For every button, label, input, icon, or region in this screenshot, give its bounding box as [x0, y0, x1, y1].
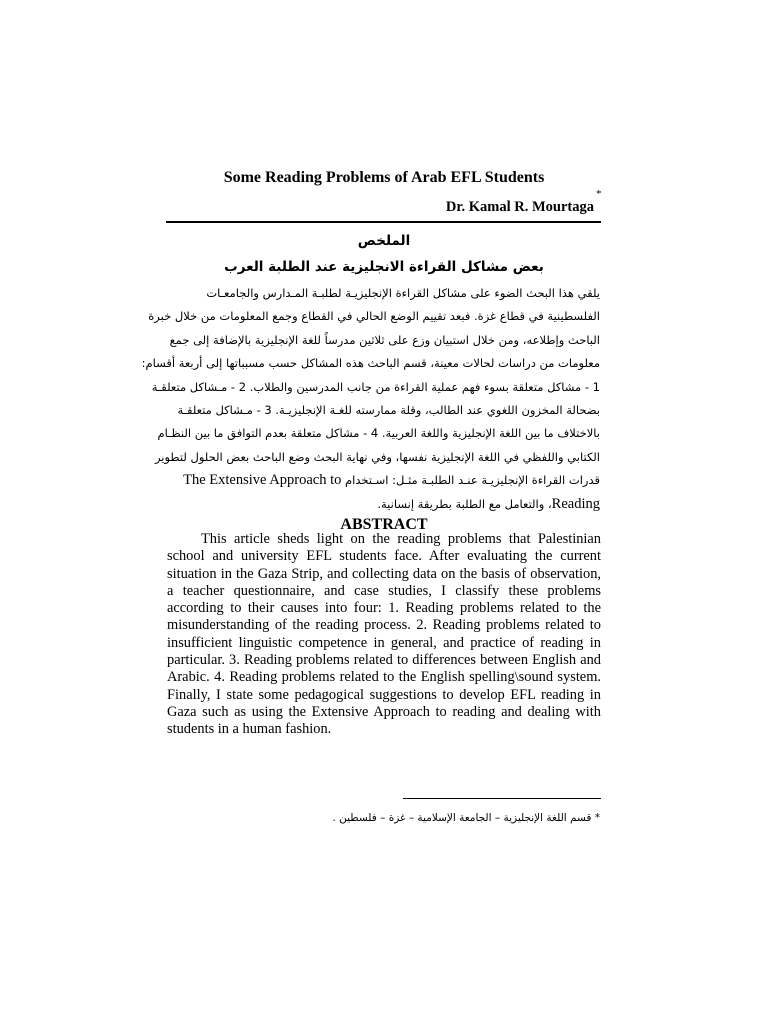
abstract-text: This article sheds light on the reading problems that Palestinian school and university EFL students face. After evaluating the current situation in the Gaza Strip, and collecting data on the basis of observation, a teacher questionnaire, and case studies, I classify these problems according to their causes into four: 1. Reading problems related to the misunderstanding of the reading process. 2. Reading problems related to insufficient linguistic competence in general, and practice of reading in particular. 3. Reading problems related to differences between English and Arabic. 4. Reading problems related to the English spelling\sound system. Finally, I state some pedagogical suggestions to develop EFL reading in Gaza such as using the Extensive Approach to reading and dealing with students in a human fashion.	[167, 531, 601, 738]
arabic-summary-line: بضحالة المخزون اللغوي عند الطالب، وقلة ممارسته للغـة الإنجليزيـة. 3 - مـشاكل متعلقـة	[177, 402, 600, 417]
arabic-summary-line	[168, 493, 600, 516]
author-name: Dr. Kamal R. Mourtaga	[445, 199, 594, 215]
footnote-affiliation: * قسم اللغة الإنجليزية – الجامعة الإسلامية – غزة – فلسطين .	[332, 812, 600, 824]
arabic-summary-line: الباحث وإطلاعه، ومن خلال استبيان وزع على ثلاثين مدرساً للغة الإنجليزية بالإضافة إلى جمع	[169, 332, 600, 347]
arabic-summary-heading: الملخص	[357, 233, 411, 249]
arabic-summary-line: معلومات من دراسات لحالات معينة، قسم الباحث هذه المشاكل حسب مسبباتها إلى أربعة أقسام:	[141, 356, 600, 371]
arabic-summary-line	[168, 469, 600, 492]
arabic-summary-line-arabic-part: ، والتعامل مع الطلبة بطريقة إنسانية.	[377, 496, 552, 511]
arabic-summary-line: بالاختلاف ما بين اللغة الإنجليزية واللغة العربية. 4 - مشاكل متعلقة بعدم التوافق ما بين النظـام	[157, 426, 600, 441]
footnote-divider	[403, 798, 601, 799]
paper-title: Some Reading Problems of Arab EFL Students	[223, 169, 545, 186]
arabic-summary-line-arabic-part: قدرات القراءة الإنجليزيـة عنـد الطلبـة مثـل: اسـتخدام	[345, 473, 600, 488]
arabic-summary-line: يلقي هذا البحث الضوء على مشاكل القراءة الإنجليزيـة لطلبـة المـدارس والجامعـات	[206, 286, 600, 300]
arabic-summary-line-english-part: The Extensive Approach to	[183, 472, 342, 489]
arabic-summary-line: الفلسطينية في قطاع غزة. فبعد تقييم الوضع الحالي في القطاع وجمع المعلومات من خلال خبرة	[148, 309, 600, 324]
abstract-heading: ABSTRACT	[340, 516, 428, 533]
arabic-summary-line: الكتابي واللفظي في اللغة الإنجليزية نفسها، وفي نهاية البحث وضع الباحث بعض الحلول لتطوير	[154, 449, 600, 464]
arabic-title: بعض مشاكل القراءة الانجليزية عند الطلبة العرب	[224, 259, 544, 275]
arabic-summary-line: 1 - مشاكل متعلقة بسوء فهم عملية القراءة من جانب المدرسين والطلاب. 2 - مـشاكل متعلقـة	[151, 379, 600, 394]
arabic-summary-line-english-part: Reading	[551, 495, 600, 512]
title-divider	[166, 221, 601, 223]
author-footnote-marker: *	[596, 188, 602, 200]
arabic-summary	[141, 282, 600, 516]
